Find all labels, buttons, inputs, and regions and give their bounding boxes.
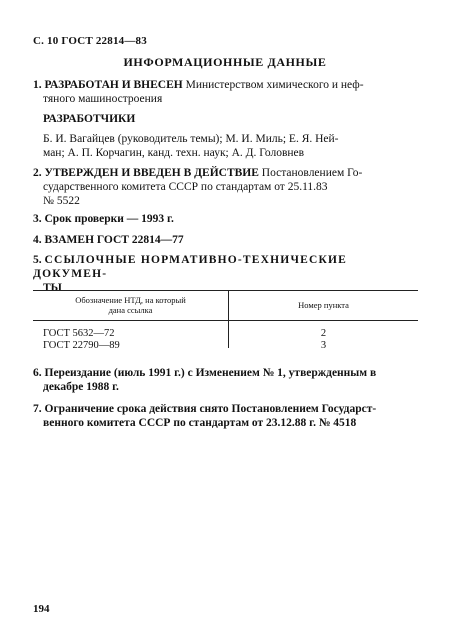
table-header-document-line1: Обозначение НТД, на который [75,295,186,305]
section-3-text: Срок проверки — 1993 г. [44,213,174,225]
section-7-line2: венного комитета СССР по стандартам от 23.12.88 г. № 4518 [43,417,357,429]
section-1-number: 1. [33,79,42,91]
section-1 [33,78,418,106]
developers-section [33,112,418,160]
section-7-line1: Ограничение срока действия снято Постановлением Государст- [44,403,377,415]
table-header-rule [33,320,418,321]
page-title: ИНФОРМАЦИОННЫЕ ДАННЫЕ [123,55,327,69]
table-row [33,328,418,340]
section-1-heading: РАЗРАБОТАН И ВНЕСЕН [44,79,183,91]
page-number: 194 [33,603,50,615]
section-3 [33,212,418,226]
table-top-rule [33,290,418,291]
table-cell-document: ГОСТ 22790—89 [43,340,120,351]
developers-line1: Б. И. Вагайцев (руководитель темы); М. И. Миль; Е. Я. Ней- [43,133,339,145]
section-6-number: 6. [33,367,42,379]
section-6-line2: декабре 1988 г. [43,381,119,393]
section-5-number: 5. [33,254,42,266]
section-5-line1: ССЫЛОЧНЫЕ НОРМАТИВНО-ТЕХНИЧЕСКИЕ ДОКУМЕН- [33,254,348,280]
section-2-text-line2: сударственного комитета СССР по стандартам от 25.11.83 [43,181,328,193]
section-6-line1: Переиздание (июль 1991 г.) с Изменением № 1, утвержденным в [44,367,377,379]
table-cell-document: ГОСТ 5632—72 [43,328,115,339]
section-3-number: 3. [33,213,42,225]
section-2-text-line1: Постановлением Го- [258,167,363,179]
developers-line2: ман; А. П. Корчагин, канд. техн. наук; А. Д. Головнев [43,147,305,159]
section-2-number: 2. [33,167,42,179]
page-header: С. 10 ГОСТ 22814—83 [33,35,147,47]
section-5-line2: ТЫ [43,282,62,294]
section-2-heading: УТВЕРЖДЕН И ВВЕДЕН В ДЕЙСТВИЕ [44,167,259,179]
developers-heading: РАЗРАБОТЧИКИ [43,113,136,125]
section-7 [33,402,418,430]
section-7-number: 7. [33,403,42,415]
table-cell-item-number: 3 [320,340,327,351]
section-4 [33,233,418,247]
section-2 [33,166,418,208]
section-4-number: 4. [33,234,42,246]
section-1-text-line2: тяного машиностроения [43,93,163,105]
section-5 [33,253,418,295]
section-1-text-line1: Министерством химического и неф- [182,79,364,91]
section-6 [33,366,418,394]
section-2-text-line3: № 5522 [43,195,80,207]
table-row [33,340,418,352]
table-header-document [33,295,228,315]
table-header-document-line2: дана ссылка [108,305,153,315]
table-cell-item-number: 2 [320,328,327,339]
table-header-item-number: Номер пункта [298,300,349,310]
section-4-text: ВЗАМЕН ГОСТ 22814—77 [44,234,184,246]
